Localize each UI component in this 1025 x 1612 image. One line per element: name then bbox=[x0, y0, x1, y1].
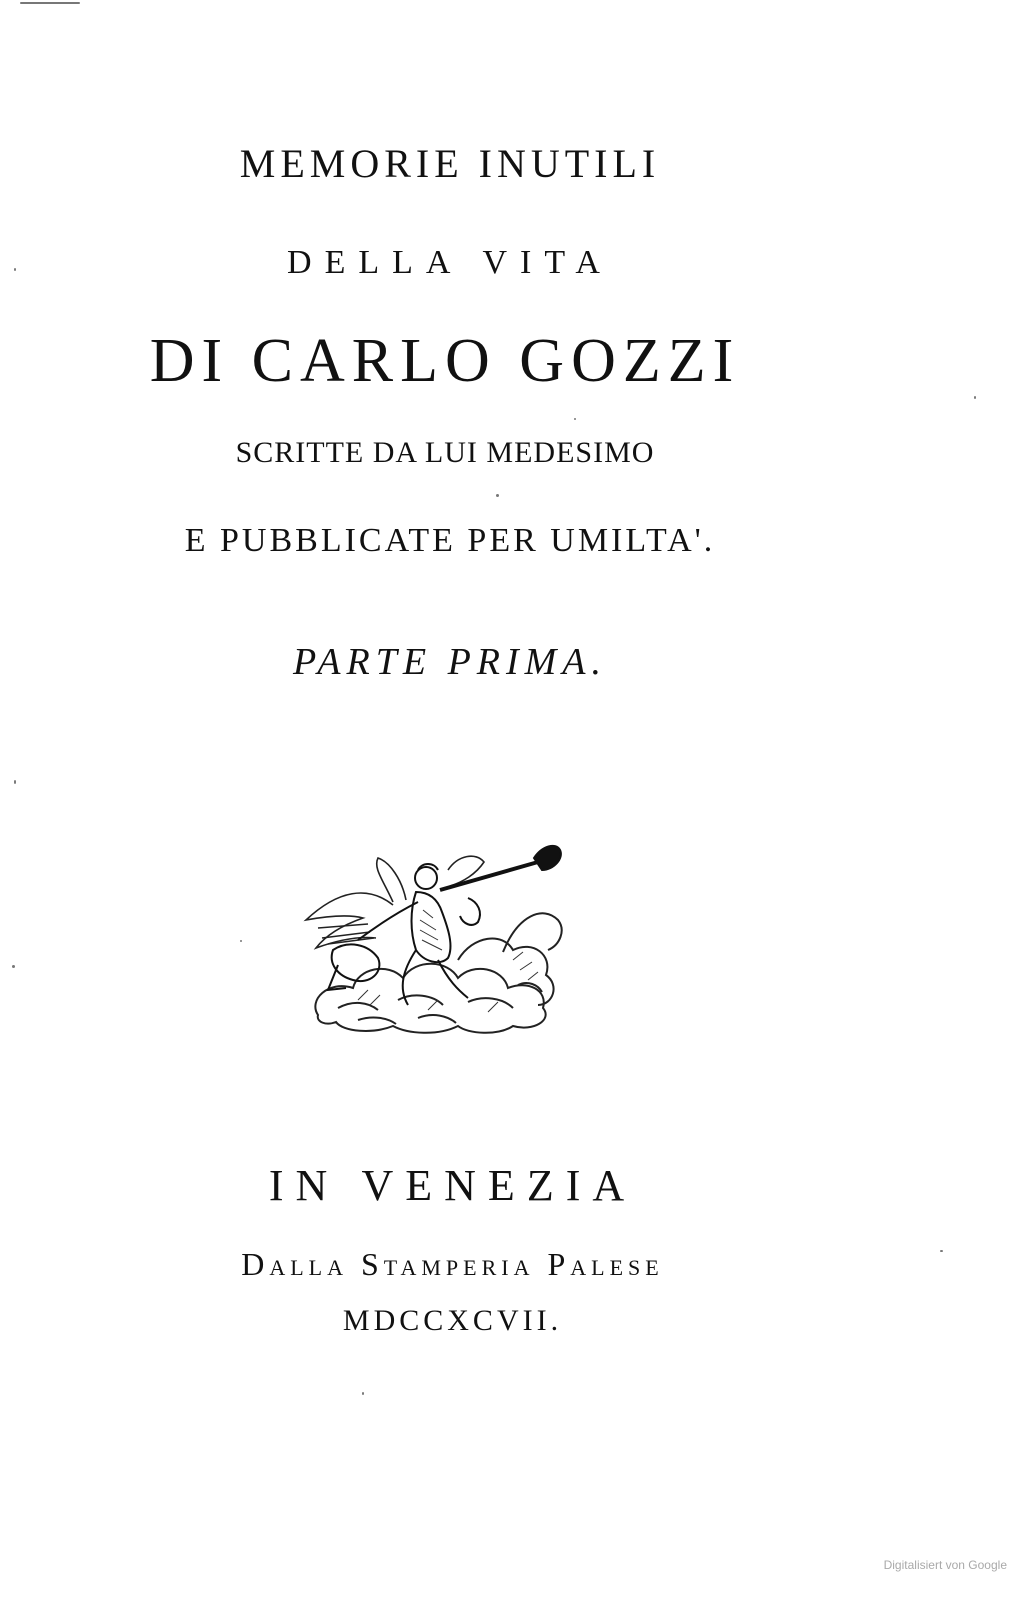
angel-trumpet-ornament-icon bbox=[298, 840, 578, 1040]
title-line-parte-prima: PARTE PRIMA. bbox=[292, 641, 608, 683]
title-line-memorie-inutili: MEMORIE INUTILI bbox=[239, 141, 661, 186]
scan-speck bbox=[940, 1250, 943, 1252]
scan-speck bbox=[974, 396, 976, 399]
imprint-place: IN VENEZIA bbox=[268, 1161, 637, 1210]
imprint-printer: Dalla Stamperia Palese bbox=[241, 1246, 664, 1282]
scan-speck bbox=[12, 965, 15, 968]
title-line-author: DI CARLO GOZZI bbox=[149, 327, 741, 395]
scan-speck bbox=[240, 940, 242, 942]
scan-speck bbox=[362, 1392, 364, 1395]
scan-speck bbox=[14, 780, 16, 784]
imprint-year: MDCCXCVII. bbox=[342, 1304, 563, 1337]
scan-speck bbox=[496, 494, 499, 497]
title-line-scritte: SCRITTE DA LUI MEDESIMO bbox=[235, 436, 655, 469]
digitization-watermark: Digitalisiert von Google bbox=[883, 1558, 1007, 1572]
title-line-della-vita: DELLA VITA bbox=[287, 244, 613, 281]
scan-speck bbox=[574, 418, 576, 420]
scan-speck bbox=[20, 2, 80, 4]
scan-speck bbox=[14, 268, 16, 271]
title-line-pubblicate: E PUBBLICATE PER UMILTA'. bbox=[184, 522, 716, 559]
